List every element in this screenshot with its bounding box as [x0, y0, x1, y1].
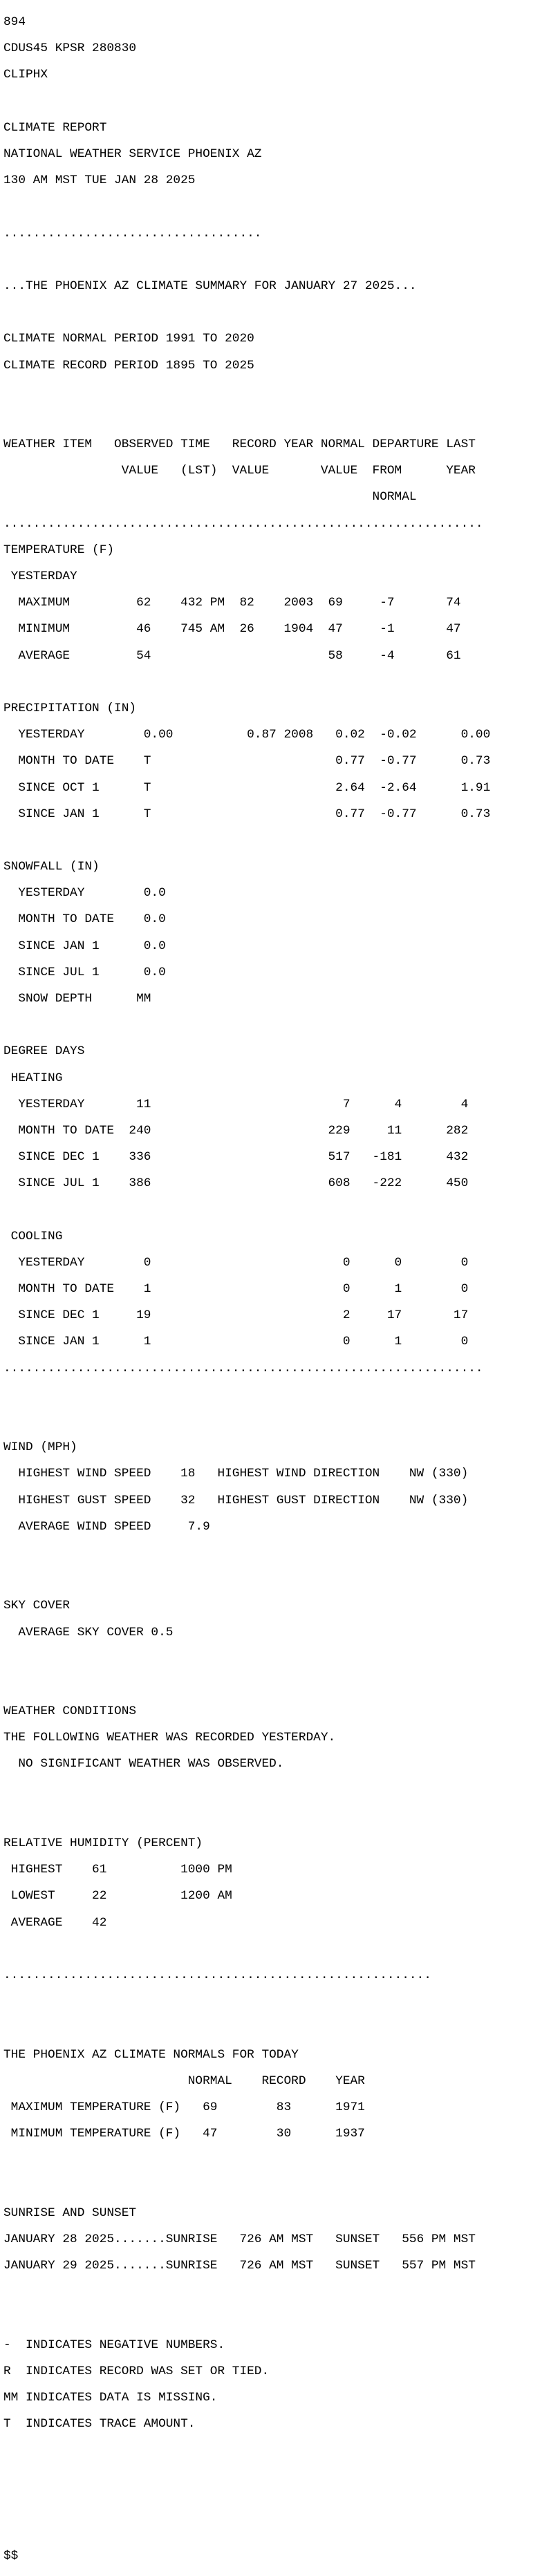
blank-line [3, 254, 560, 267]
temperature-period: YESTERDAY [3, 570, 77, 584]
office-name: NATIONAL WEATHER SERVICE PHOENIX AZ [3, 147, 262, 162]
normals-header: NORMAL RECORD YEAR [3, 2074, 365, 2088]
table-row: SINCE JAN 1 1 0 1 0 [3, 1335, 469, 1349]
normals-title: THE PHOENIX AZ CLIMATE NORMALS FOR TODAY [3, 2047, 299, 2062]
table-row: MINIMUM 46 745 AM 26 1904 47 -1 47 [3, 622, 461, 637]
wind-title: WIND (MPH) [3, 1440, 77, 1455]
wmo-header: CDUS45 KPSR 280830 [3, 41, 137, 56]
table-row: AVERAGE SKY COVER 0.5 [3, 1625, 174, 1639]
separator: ................................... [3, 226, 262, 241]
table-row: SINCE JAN 1 T 0.77 -0.77 0.73 [3, 807, 491, 821]
table-row: AVERAGE 54 58 -4 61 [3, 648, 461, 663]
blank-line [3, 2471, 560, 2484]
table-row: HIGHEST 61 1000 PM [3, 1863, 232, 1877]
degree-days-title: DEGREE DAYS [3, 1044, 85, 1059]
blank-line [3, 2523, 560, 2537]
record-period: CLIMATE RECORD PERIOD 1895 TO 2025 [3, 358, 254, 373]
table-row: SINCE JUL 1 386 608 -222 450 [3, 1176, 469, 1191]
table-row: SINCE DEC 1 19 2 17 17 [3, 1308, 469, 1323]
blank-line [3, 2286, 560, 2299]
blank-line [3, 386, 560, 399]
blank-line [3, 1653, 560, 1666]
legend-line: - INDICATES NEGATIVE NUMBERS. [3, 2338, 225, 2352]
table-row: YESTERDAY 0 0 0 0 [3, 1255, 469, 1270]
table-row: MONTH TO DATE 0.0 [3, 912, 166, 927]
blank-line [3, 200, 560, 214]
table-row: JANUARY 29 2025.......SUNRISE 726 AM MST SUNSET 557 PM MST [3, 2259, 476, 2273]
table-row: JANUARY 28 2025.......SUNRISE 726 AM MST SUNSET 556 PM MST [3, 2232, 476, 2246]
table-row: MAXIMUM 62 432 PM 82 2003 69 -7 74 [3, 596, 461, 610]
blank-line [3, 2180, 560, 2193]
blank-line [3, 1389, 560, 1402]
blank-line [3, 1785, 560, 1798]
blank-line [3, 2022, 560, 2035]
table-header-line: WEATHER ITEM OBSERVED TIME RECORD YEAR NORMAL DEPARTURE LAST [3, 438, 476, 452]
table-row: MAXIMUM TEMPERATURE (F) 69 83 1971 [3, 2100, 365, 2114]
heating-label: HEATING [3, 1071, 63, 1085]
blank-line [3, 676, 560, 689]
weather-conditions-title: WEATHER CONDITIONS [3, 1704, 137, 1719]
blank-line [3, 2154, 560, 2167]
sunrise-sunset-title: SUNRISE AND SUNSET [3, 2206, 137, 2220]
normal-period: CLIMATE NORMAL PERIOD 1991 TO 2020 [3, 332, 254, 346]
end-marker: $$ [3, 2549, 19, 2564]
table-header-line: NORMAL [3, 490, 417, 505]
blank-line [3, 1547, 560, 1560]
blank-line [3, 2312, 560, 2325]
table-row: YESTERDAY 11 7 4 4 [3, 1097, 469, 1111]
blank-line [3, 1995, 560, 2009]
table-row: MONTH TO DATE T 0.77 -0.77 0.73 [3, 754, 491, 769]
blank-line [3, 1679, 560, 1692]
weather-conditions-text: THE FOLLOWING WEATHER WAS RECORDED YESTERDAY. [3, 1731, 336, 1745]
table-row: SINCE JAN 1 0.0 [3, 939, 166, 953]
blank-line [3, 1573, 560, 1586]
table-row: SINCE DEC 1 336 517 -181 432 [3, 1150, 469, 1165]
table-row: LOWEST 22 1200 AM [3, 1889, 232, 1903]
separator: ................................................................. [3, 1361, 483, 1375]
table-row: AVERAGE 42 [3, 1915, 107, 1930]
blank-line [3, 412, 560, 425]
message-number: 894 [3, 15, 26, 30]
blank-line [3, 1415, 560, 1428]
precipitation-title: PRECIPITATION (IN) [3, 701, 137, 715]
sky-cover-title: SKY COVER [3, 1599, 71, 1613]
awips-id: CLIPHX [3, 68, 48, 82]
table-row: HIGHEST GUST SPEED 32 HIGHEST GUST DIRECTION NW (330) [3, 1493, 469, 1507]
blank-line [3, 1019, 560, 1032]
summary-title: ...THE PHOENIX AZ CLIMATE SUMMARY FOR JANUARY 27 2025... [3, 279, 417, 293]
table-row: AVERAGE WIND SPEED 7.9 [3, 1519, 210, 1534]
humidity-title: RELATIVE HUMIDITY (PERCENT) [3, 1836, 203, 1851]
blank-line [3, 1943, 560, 1956]
cooling-label: COOLING [3, 1229, 63, 1243]
table-row: SINCE JUL 1 0.0 [3, 965, 166, 979]
table-row: HIGHEST WIND SPEED 18 HIGHEST WIND DIRECTION NW (330) [3, 1467, 469, 1481]
table-row: MINIMUM TEMPERATURE (F) 47 30 1937 [3, 2127, 365, 2141]
legend-line: MM INDICATES DATA IS MISSING. [3, 2390, 218, 2405]
table-row: MONTH TO DATE 240 229 11 282 [3, 1123, 469, 1138]
blank-line [3, 1204, 560, 1217]
legend-line: R INDICATES RECORD WAS SET OR TIED. [3, 2364, 270, 2378]
report-title: CLIMATE REPORT [3, 120, 107, 135]
issue-time: 130 AM MST TUE JAN 28 2025 [3, 173, 196, 188]
table-row: YESTERDAY 0.0 [3, 886, 166, 901]
snowfall-title: SNOWFALL (IN) [3, 860, 100, 874]
table-header-line: VALUE (LST) VALUE VALUE FROM YEAR [3, 464, 476, 478]
table-row: SINCE OCT 1 T 2.64 -2.64 1.91 [3, 780, 491, 795]
table-row: SNOW DEPTH MM [3, 992, 151, 1006]
separator: ................................................................. [3, 516, 483, 531]
weather-conditions-text: NO SIGNIFICANT WEATHER WAS OBSERVED. [3, 1757, 284, 1771]
blank-line [3, 95, 560, 109]
table-row: MONTH TO DATE 1 0 1 0 [3, 1282, 469, 1297]
temperature-title: TEMPERATURE (F) [3, 543, 115, 557]
blank-line [3, 2444, 560, 2457]
blank-line [3, 1811, 560, 1824]
table-row: YESTERDAY 0.00 0.87 2008 0.02 -0.02 0.00 [3, 728, 491, 742]
legend-line: T INDICATES TRACE AMOUNT. [3, 2417, 196, 2432]
separator: .......................................................... [3, 1968, 431, 1982]
blank-line [3, 2497, 560, 2510]
blank-line [3, 834, 560, 847]
blank-line [3, 306, 560, 319]
